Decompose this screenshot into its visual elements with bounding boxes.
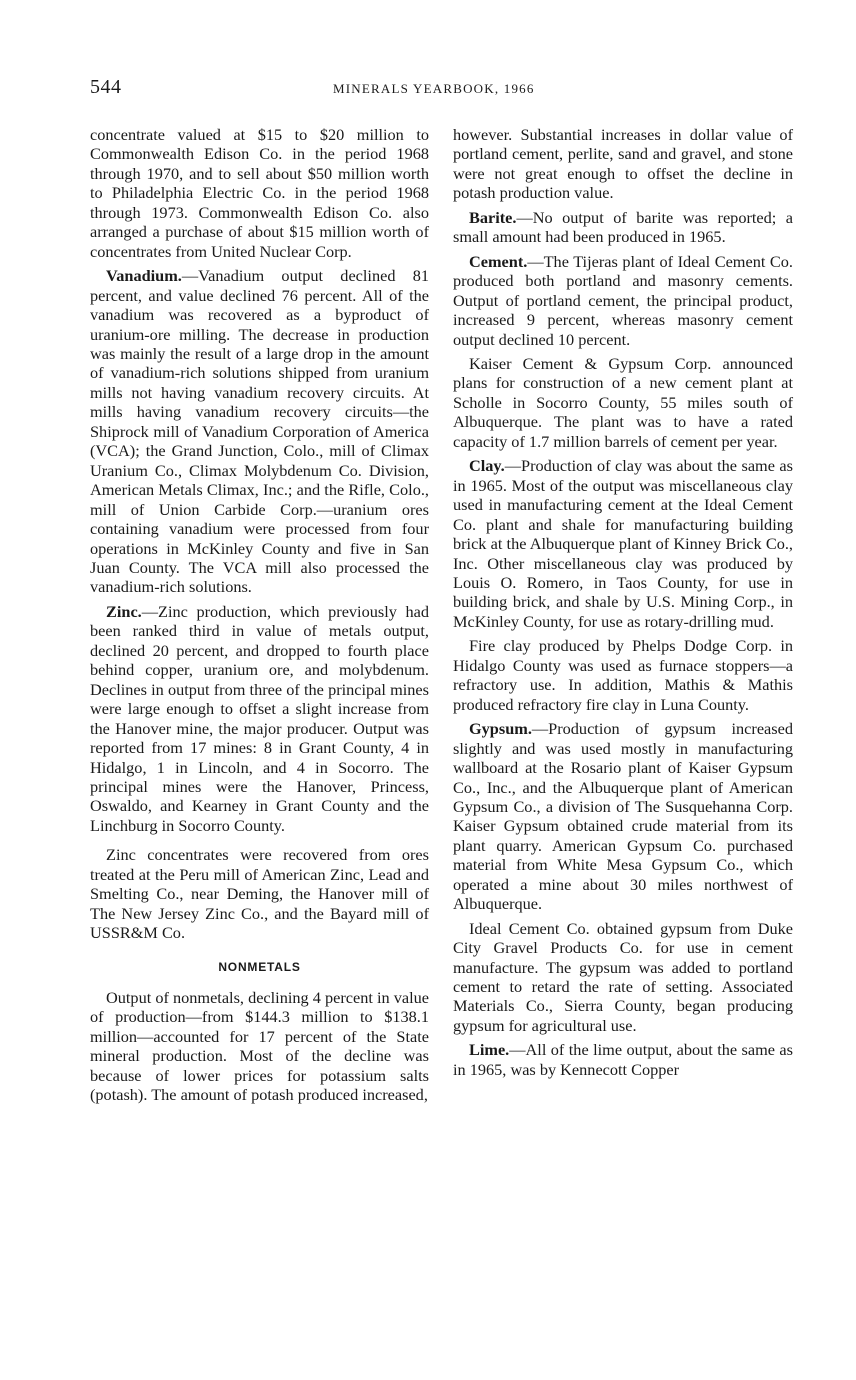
vanadium-run-in-heading: Vanadium. bbox=[106, 266, 182, 286]
page-header bbox=[90, 76, 795, 108]
barite-text: —No output of barite was reported; a small amount had been produced in 1965. bbox=[453, 207, 793, 247]
running-head: MINERALS YEARBOOK, 1966 bbox=[333, 81, 535, 96]
nonmetals-intro-paragraph: Output of nonmetals, declining 4 percent in value of production—from $144.3 million to $138.1 million—accounted for 17 percent of the State mineral production. Most of the decline was because of lower prices for potassium salts (potash). The amount of potash produced increased, bbox=[90, 988, 429, 1105]
cement-run-in-heading: Cement. bbox=[469, 251, 528, 271]
vanadium-paragraph bbox=[90, 266, 429, 597]
zinc-concentrates-paragraph: Zinc concentrates were recovered from ores treated at the Peru mill of American Zinc, Lead and Smelting Co., near Deming, the Hanover mill of The New Jersey Zinc Co., and the Bayard mill of USSR&M Co. bbox=[90, 845, 429, 943]
fire-clay-paragraph: Fire clay produced by Phelps Dodge Corp. in Hidalgo County was used as furnace stoppers—a refractory use. In addition, Mathis & Mathis produced refractory fire clay in Luna County. bbox=[453, 636, 793, 714]
barite-paragraph bbox=[453, 208, 793, 247]
clay-text: —Production of clay was about the same as in 1965. Most of the output was miscellaneous clay used in manufacturing cement at the Ideal Cement Co. plant and shale for manufacturing building brick at the Albuquerque plant of Kinney Brick Co., Inc. Other miscellaneous clay was produced by Louis O. Romero, in Taos County, for use in building brick, and shale by U.S. Mining Corp., in McKinley County, for use as rotary-drilling mud. bbox=[453, 456, 793, 631]
gypsum-run-in-heading: Gypsum. bbox=[469, 719, 532, 739]
nonmetals-section-heading: NONMETALS bbox=[218, 959, 301, 974]
kaiser-cement-paragraph: Kaiser Cement & Gypsum Corp. announced plans for construction of a new cement plant at Scholle in Socorro County, 55 miles south of Albuquerque. The plant was to have a rated capacity of 1.7 million barrels of cement per year. bbox=[453, 353, 793, 451]
gypsum-text: —Production of gypsum increased slightly and was used mostly in manufacturing wallboard at the Rosario plant of Kaiser Gypsum Co., Inc., and the Albuquerque plant of American Gypsum Co., a division of The Susquehanna Corp. Kaiser Gypsum obtained crude material from its plant quarry. American Gypsum Co. purchased material from White Mesa Gypsum Co., which operated a mine about 30 miles northwest of Albuquerque. bbox=[453, 719, 793, 914]
page-number: 544 bbox=[90, 76, 122, 98]
left-column bbox=[90, 125, 429, 1110]
lime-run-in-heading: Lime. bbox=[469, 1040, 510, 1060]
zinc-text: —Zinc production, which previously had been ranked third in value of metals output, declined 20 percent, and dropped to fourth place behind copper, uranium ore, and molybdenum. Declines in output from three of the principal mines were large enough to offset a slight increase from the Hanover mine, the major producer. Output was reported from 17 mines: 8 in Grant County, 4 in Hidalgo, 1 in Lincoln, and 4 in Socorro. The principal mines were the Hanover, Princess, Oswaldo, and Kearney in Grant County and the Linchburg in Socorro County. bbox=[90, 601, 429, 835]
right-column bbox=[453, 125, 793, 1084]
gypsum-paragraph bbox=[453, 719, 793, 914]
nonmetals-continuation-paragraph: however. Substantial increases in dollar value of portland cement, perlite, sand and gravel, and stone were not great enough to offset the decline in potash production value. bbox=[453, 125, 793, 203]
clay-run-in-heading: Clay. bbox=[469, 456, 505, 476]
lime-text: —All of the lime output, about the same as in 1965, was by Kennecott Copper bbox=[453, 1040, 793, 1079]
barite-run-in-heading: Barite. bbox=[469, 207, 517, 227]
clay-paragraph bbox=[453, 456, 793, 631]
zinc-run-in-heading: Zinc. bbox=[106, 601, 142, 621]
ideal-gypsum-paragraph: Ideal Cement Co. obtained gypsum from Duke City Gravel Products Co. for use in cement manufacture. The gypsum was added to portland cement to retard the rate of setting. Associated Materials Co., Sierra County, began producing gypsum for agricultural use. bbox=[453, 918, 793, 1035]
vanadium-text: —Vanadium output declined 81 percent, and value declined 76 percent. All of the vanadium was recovered as a byproduct of uranium-ore milling. The decrease in production was mainly the result of a large drop in the amount of vanadium-rich solutions shipped from uranium mills not having vanadium recovery circuits. At mills having vanadium recovery circuits—the Shiprock mill of Vanadium Corporation of America (VCA); the Grand Junction, Colo., mill of Climax Uranium Co., Climax Molybdenum Co. Division, American Metals Climax, Inc.; and the Rifle, Colo., mill of Union Carbide Corp.—uranium ores containing vanadium were processed from four operations in McKinley County and five in San Juan County. The VCA mill also processed the vanadium-rich solutions. bbox=[90, 266, 429, 597]
lime-paragraph bbox=[453, 1040, 793, 1079]
cement-text: —The Tijeras plant of Ideal Cement Co. produced both portland and masonry cements. Output of portland cement, the principal product, increased 9 percent, whereas masonry cement output declined 10 percent. bbox=[453, 251, 793, 349]
zinc-paragraph bbox=[90, 602, 429, 835]
cement-paragraph bbox=[453, 252, 793, 349]
uranium-continuation-paragraph: concentrate valued at $15 to $20 million to Commonwealth Edison Co. in the period 1968 through 1970, and to sell about $50 million worth to Philadelphia Electric Co. in the period 1968 through 1973. Commonwealth Edison Co. also arranged a purchase of about $15 million worth of concentrates from United Nuclear Corp. bbox=[90, 125, 429, 261]
